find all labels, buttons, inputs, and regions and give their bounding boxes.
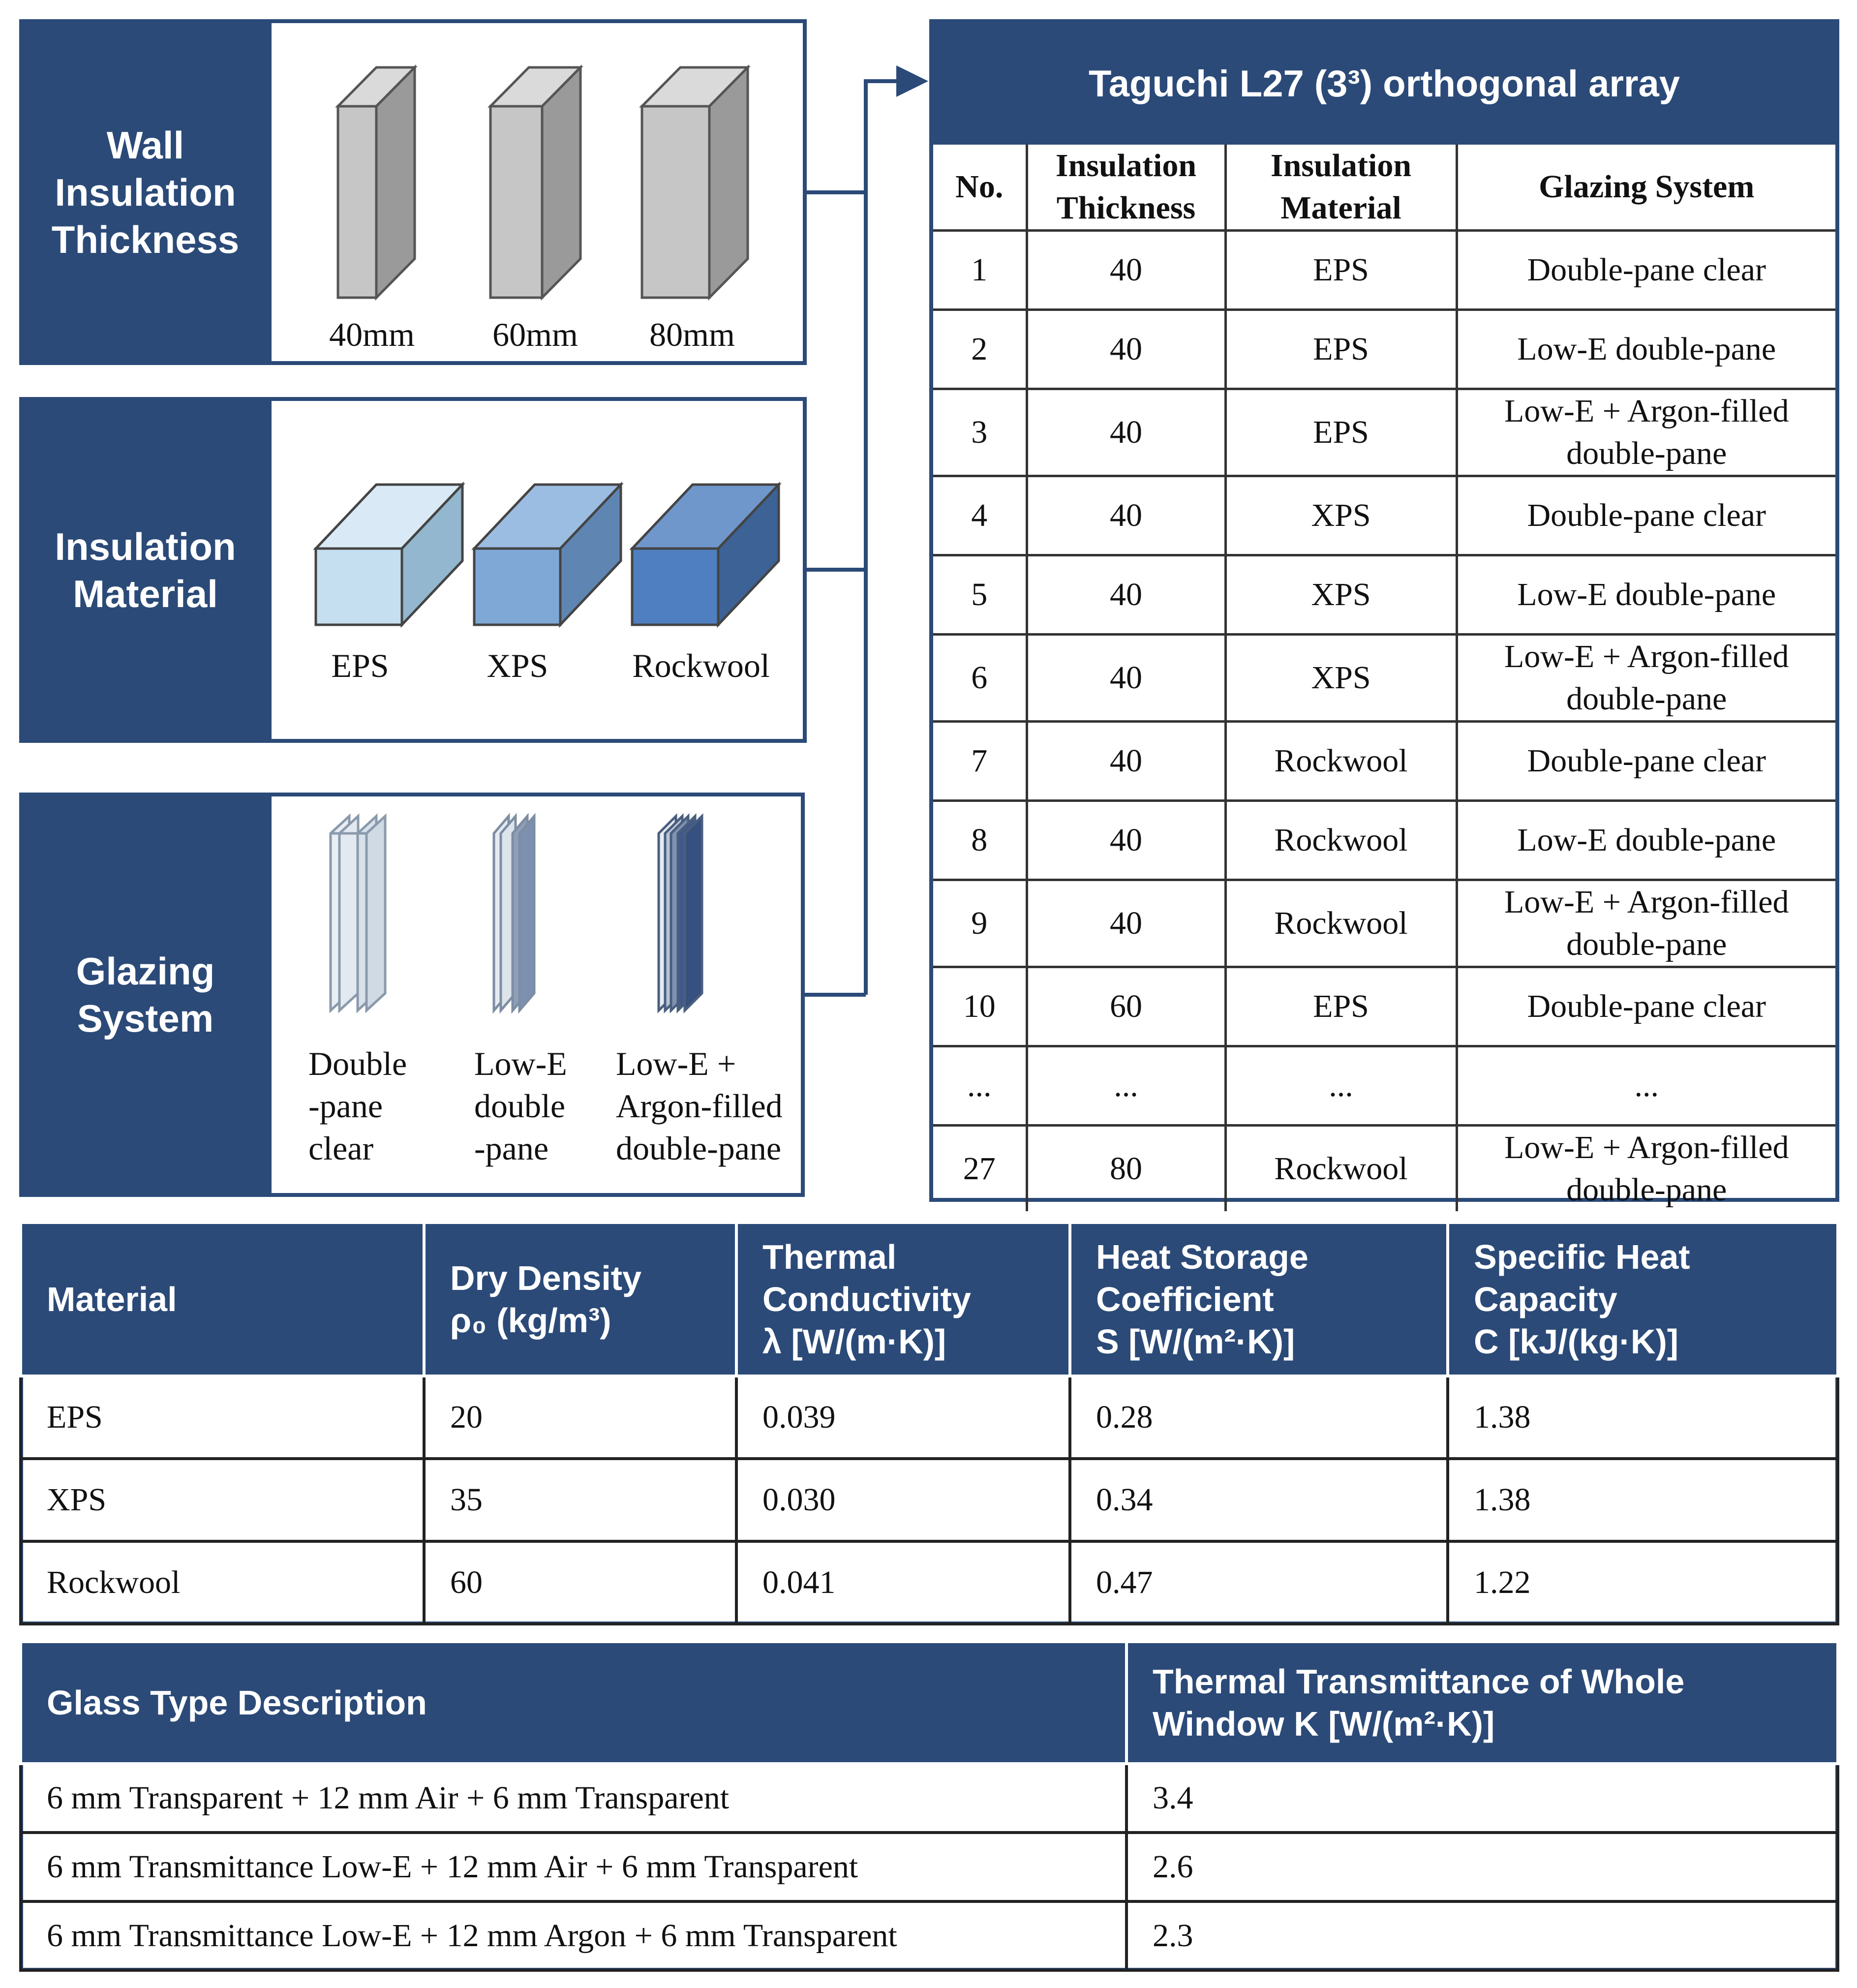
materials-cell: EPS (21, 1376, 424, 1459)
row-material: Rockwool (1225, 880, 1457, 967)
row-glazing: Low-E + Argon-filled double-pane (1457, 389, 1835, 476)
taguchi-table (933, 145, 1835, 1211)
materials-cell: 0.47 (1070, 1541, 1448, 1624)
materials-cell: 0.28 (1070, 1376, 1448, 1459)
table-row (933, 722, 1835, 801)
row-no: 7 (933, 722, 1027, 801)
taguchi-rows (933, 231, 1835, 1212)
factor-panel-glazing (19, 793, 805, 1197)
table-row (933, 231, 1835, 310)
row-material: Rockwool (1225, 801, 1457, 880)
row-thickness: 40 (1027, 635, 1225, 722)
row-no: 27 (933, 1126, 1027, 1212)
table-row (21, 1833, 1838, 1901)
materials-cell: 0.041 (736, 1541, 1070, 1624)
row-no: 5 (933, 555, 1027, 635)
materials-header-cell: Material (21, 1223, 424, 1376)
row-material: Rockwool (1225, 722, 1457, 801)
materials-cell: 0.34 (1070, 1459, 1448, 1541)
materials-header-cell: Heat Storage Coefficient S [W/(m²·K)] (1070, 1223, 1448, 1376)
xps-cube-icon (474, 485, 621, 625)
row-glazing: Low-E + Argon-filled double-pane (1457, 1126, 1835, 1212)
factor-content-thickness (268, 23, 803, 361)
materials-cell: 60 (424, 1541, 736, 1624)
materials-cell: XPS (21, 1459, 424, 1541)
table-row (933, 476, 1835, 555)
insulation-boards-icon (272, 23, 811, 361)
row-material: ... (1225, 1046, 1457, 1126)
row-thickness: 40 (1027, 310, 1225, 389)
option-rockwool: Rockwool (632, 647, 770, 684)
row-no: 1 (933, 231, 1027, 310)
glass-cell: 6 mm Transmittance Low-E + 12 mm Argon + 6 mm Transparent (21, 1901, 1126, 1970)
header-thickness: Insulation Thickness (1027, 145, 1225, 231)
row-material: EPS (1225, 967, 1457, 1046)
low-e-double-pane-icon (494, 816, 534, 1010)
row-material: Rockwool (1225, 1126, 1457, 1212)
factor-panel-material (19, 397, 807, 743)
factor-content-material (268, 401, 803, 739)
materials-cell: 35 (424, 1459, 736, 1541)
materials-cell: 20 (424, 1376, 736, 1459)
factor-content-glazing (268, 796, 801, 1193)
table-row (933, 555, 1835, 635)
option-40mm: 40mm (329, 316, 415, 353)
taguchi-table-panel (929, 19, 1839, 1208)
table-row (21, 1764, 1838, 1833)
row-glazing: ... (1457, 1046, 1835, 1126)
header-no: No. (933, 145, 1027, 231)
materials-header-cell: Specific Heat Capacity C [kJ/(kg·K)] (1448, 1223, 1838, 1376)
row-thickness: 40 (1027, 555, 1225, 635)
row-material: EPS (1225, 231, 1457, 310)
table-row (933, 967, 1835, 1046)
table-row (933, 880, 1835, 967)
option-80mm: 80mm (649, 316, 735, 353)
taguchi-header-row (933, 145, 1835, 231)
eps-cube-icon (316, 485, 462, 625)
row-thickness: 40 (1027, 722, 1225, 801)
row-material: EPS (1225, 389, 1457, 476)
glass-cell: 6 mm Transmittance Low-E + 12 mm Air + 6 mm Transparent (21, 1833, 1126, 1901)
table-row (933, 389, 1835, 476)
glass-cell: 3.4 (1126, 1764, 1838, 1833)
row-thickness: ... (1027, 1046, 1225, 1126)
glass-header-cell: Thermal Transmittance of Whole Window K [W/(m²·K)] (1126, 1642, 1838, 1764)
table-row (933, 310, 1835, 389)
header-material: Insulation Material (1225, 145, 1457, 231)
row-glazing: Double-pane clear (1457, 967, 1835, 1046)
materials-cell: 1.38 (1448, 1376, 1838, 1459)
row-glazing: Double-pane clear (1457, 722, 1835, 801)
table-row (21, 1459, 1838, 1541)
materials-cell: 0.039 (736, 1376, 1070, 1459)
row-thickness: 40 (1027, 801, 1225, 880)
row-material: XPS (1225, 476, 1457, 555)
board-60mm-icon (490, 67, 580, 298)
row-no: 6 (933, 635, 1027, 722)
row-thickness: 40 (1027, 476, 1225, 555)
option-60mm: 60mm (492, 316, 578, 353)
row-no: 9 (933, 880, 1027, 967)
row-no: 4 (933, 476, 1027, 555)
row-thickness: 60 (1027, 967, 1225, 1046)
row-no: 2 (933, 310, 1027, 389)
factor-label-material: Insulation Material (23, 401, 268, 739)
low-e-argon-double-pane-icon (659, 816, 702, 1010)
header-glazing: Glazing System (1457, 145, 1835, 231)
insulation-cubes-icon (272, 401, 811, 739)
option-xps: XPS (487, 647, 548, 684)
materials-header-cell: Dry Density ρ₀ (kg/m³) (424, 1223, 736, 1376)
option-eps: EPS (331, 647, 389, 684)
row-no: 3 (933, 389, 1027, 476)
row-glazing: Double-pane clear (1457, 476, 1835, 555)
glass-header-cell: Glass Type Description (21, 1642, 1126, 1764)
double-pane-clear-icon (331, 816, 385, 1010)
row-thickness: 40 (1027, 231, 1225, 310)
arrow-right-icon (896, 65, 928, 97)
row-no: 10 (933, 967, 1027, 1046)
option-low-e-argon-double-pane: Low-E + Argon-filled double-pane (616, 1045, 783, 1167)
row-no: ... (933, 1046, 1027, 1126)
row-material: XPS (1225, 635, 1457, 722)
option-double-pane-clear: Double -pane clear (308, 1045, 407, 1167)
table-row (21, 1541, 1838, 1624)
factor-label-thickness: Wall Insulation Thickness (23, 23, 268, 361)
row-glazing: Low-E + Argon-filled double-pane (1457, 635, 1835, 722)
row-thickness: 40 (1027, 389, 1225, 476)
table-row (933, 1126, 1835, 1212)
materials-header-cell: Thermal Conductivity λ [W/(m·K)] (736, 1223, 1070, 1376)
table-row (21, 1376, 1838, 1459)
row-glazing: Low-E double-pane (1457, 310, 1835, 389)
table-row (933, 1046, 1835, 1126)
glass-table (19, 1640, 1839, 1972)
factor-panel-thickness (19, 19, 807, 365)
materials-table (19, 1221, 1839, 1625)
materials-cell: Rockwool (21, 1541, 424, 1624)
row-material: EPS (1225, 310, 1457, 389)
glass-cell: 6 mm Transparent + 12 mm Air + 6 mm Transparent (21, 1764, 1126, 1833)
row-material: XPS (1225, 555, 1457, 635)
row-glazing: Low-E + Argon-filled double-pane (1457, 880, 1835, 967)
option-low-e-double-pane: Low-E double -pane (474, 1045, 567, 1167)
row-thickness: 80 (1027, 1126, 1225, 1212)
factor-label-glazing: Glazing System (23, 796, 268, 1193)
glass-cell: 2.3 (1126, 1901, 1838, 1970)
materials-cell: 0.030 (736, 1459, 1070, 1541)
row-glazing: Low-E double-pane (1457, 555, 1835, 635)
row-thickness: 40 (1027, 880, 1225, 967)
taguchi-title: Taguchi L27 (3³) orthogonal array (933, 23, 1835, 145)
rockwool-cube-icon (632, 485, 779, 625)
row-glazing: Double-pane clear (1457, 231, 1835, 310)
board-80mm-icon (642, 67, 748, 298)
table-row (933, 635, 1835, 722)
row-glazing: Low-E double-pane (1457, 801, 1835, 880)
materials-cell: 1.22 (1448, 1541, 1838, 1624)
materials-cell: 1.38 (1448, 1459, 1838, 1541)
table-row (21, 1901, 1838, 1970)
row-no: 8 (933, 801, 1027, 880)
board-40mm-icon (338, 67, 415, 298)
table-row (933, 801, 1835, 880)
glass-cell: 2.6 (1126, 1833, 1838, 1901)
